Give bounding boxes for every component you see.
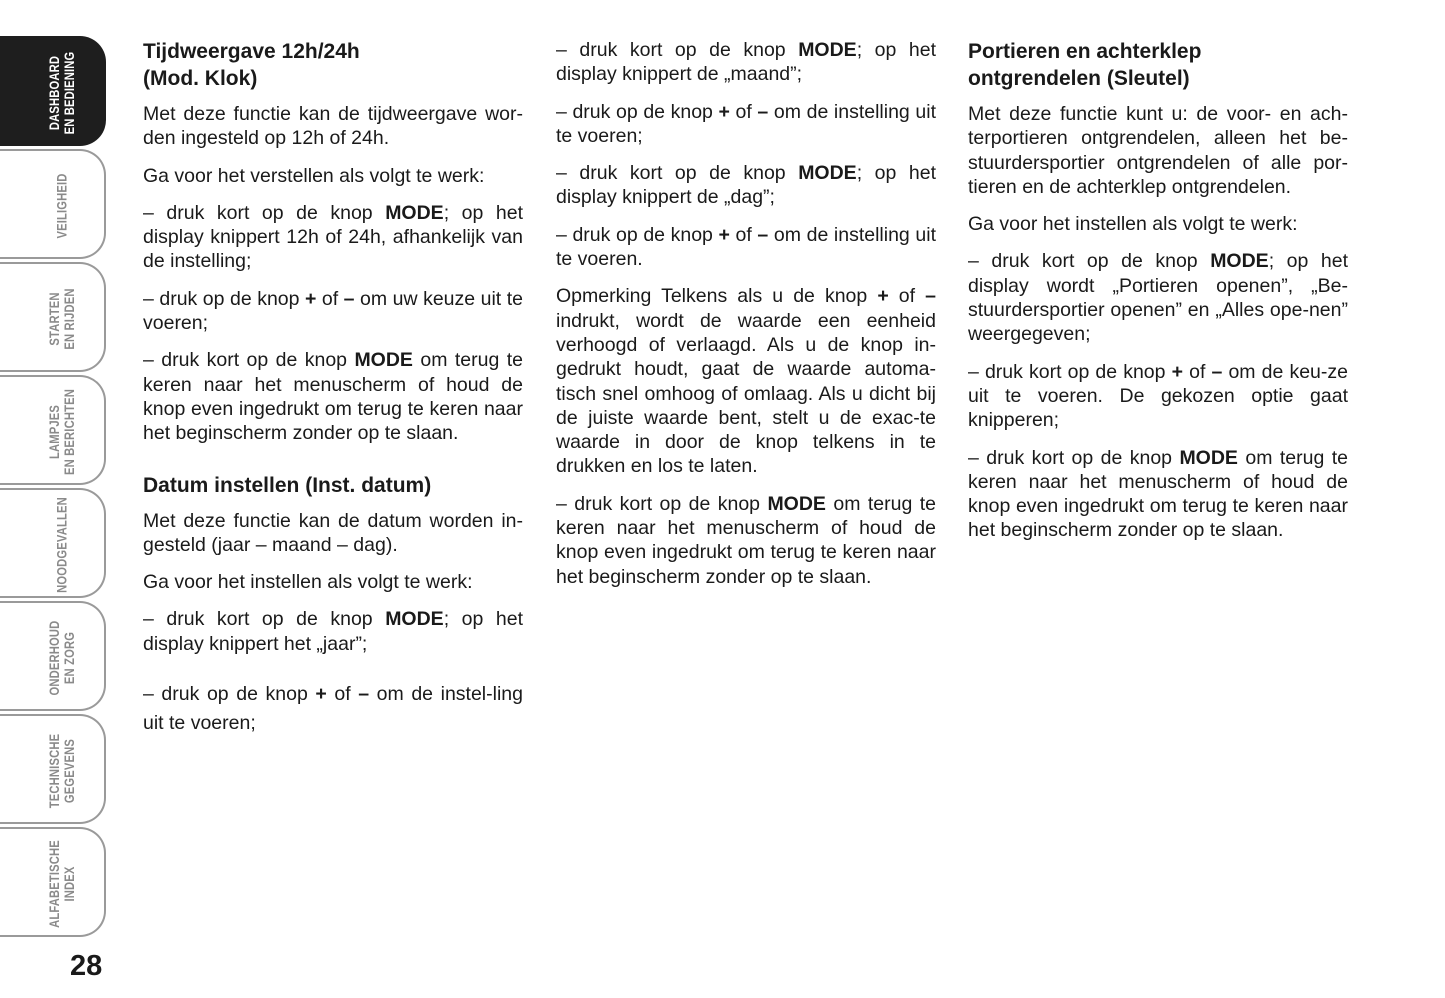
paragraph: Ga voor het instellen als volgt te werk: [968,213,1298,236]
tab-label: ALFABETISCHE INDEX [46,840,77,928]
column-3 [968,38,1348,556]
paragraph: Ga voor het instellen als volgt te werk: [143,571,473,594]
paragraph: – druk kort op de knop MODE; op het display knippert de „dag”; [556,162,936,209]
section-heading-datum: Datum instellen (Inst. datum) [143,473,432,497]
paragraph: – druk kort op de knop MODE; op het display wordt „Portieren openen”, „Be-stuurdersportier openen” en „Alles ope-nen” weergegeven; [968,250,1348,346]
paragraph: Met deze functie kunt u: de voor- en ach-terportieren ontgrendelen, alleen het be-stuurdersportier ontgrendelen of alle por-tieren en de achterklep ontgrendelen. [968,103,1348,198]
tab-lampjes-en-berichten[interactable] [0,375,106,485]
paragraph: – druk kort op de knop MODE om terug te keren naar het menuscherm of houd de knop even ingedrukt om terug te keren naar het beginscherm zonder op te slaan. [143,349,523,445]
tab-label: ONDERHOUD EN ZORG [46,620,77,696]
column-2 [556,38,936,602]
paragraph: – druk op de knop + of – om de instelling uit te voeren; [556,100,936,147]
tab-label: LAMPJES EN BERICHTEN [46,389,77,475]
paragraph: – druk op de knop + of – om uw keuze uit te voeren; [143,287,523,335]
tab-label: TECHNISCHE GEGEVENS [46,733,77,809]
paragraph: Met deze functie kan de datum worden in-gesteld (jaar – maand – dag). [143,509,523,556]
tab-dashboard-en-bediening[interactable] [0,36,106,146]
column-1 [143,38,523,751]
tab-onderhoud-en-zorg[interactable] [0,601,106,711]
paragraph: – druk kort op de knop MODE om terug te keren naar het menuscherm of houd de knop even ingedrukt om terug te keren naar het beginscherm zonder op te slaan. [968,446,1348,542]
tab-technische-gegevens[interactable] [0,714,106,824]
paragraph: – druk kort op de knop MODE; op het display knippert 12h of 24h, afhankelijk van de instelling; [143,201,523,273]
tab-alfabetische-index[interactable] [0,827,106,937]
paragraph: – druk op de knop + of – om de instelling uit te voeren. [556,223,936,271]
paragraph: – druk kort op de knop MODE om terug te keren naar het menuscherm of houd de knop even ingedrukt om terug te keren naar het beginscherm zonder op te slaan. [556,492,936,588]
paragraph: Ga voor het verstellen als volgt te werk: [143,164,485,187]
tab-label: NOODGEVALLEN [53,497,70,593]
paragraph: Met deze functie kan de tijdweergave wor-den ingesteld op 12h of 24h. [143,103,523,150]
tab-label: STARTEN EN RIJDEN [46,288,77,350]
tab-noodgevallen[interactable] [0,488,106,598]
tab-veiligheid[interactable] [0,149,106,259]
section-heading-tijdweergave: Tijdweergave 12h/24h (Mod. Klok) [143,40,360,90]
tab-starten-en-rijden[interactable] [0,262,106,372]
tab-label: DASHBOARD EN BEDIENING [46,51,77,135]
paragraph: – druk op de knop + of – om de instel-ling uit te voeren; [143,683,523,735]
paragraph: Opmerking Telkens als u de knop + of – indrukt, wordt de waarde een eenheid verhoogd of verlaagd. Als u de knop in-gedrukt houdt, gaat de waarde automa-tisch snel omhoog of omlaag. Als u dicht bij de juiste waarde bent, stelt u de exac-te waarde in door de knop telkens in te drukken en los te laten. [556,285,936,478]
paragraph: – druk kort op de knop MODE; op het display knippert het „jaar”; [143,608,523,655]
section-heading-portieren: Portieren en achterklep ontgrendelen (Sleutel) [968,40,1202,90]
tab-label: VEILIGHEID [53,173,70,239]
paragraph: – druk kort op de knop MODE; op het display knippert de „maand”; [556,39,936,86]
paragraph: – druk kort op de knop + of – om de keu-ze uit te voeren. De gekozen optie gaat knipperen; [968,360,1348,432]
page-number: 28 [70,950,103,982]
